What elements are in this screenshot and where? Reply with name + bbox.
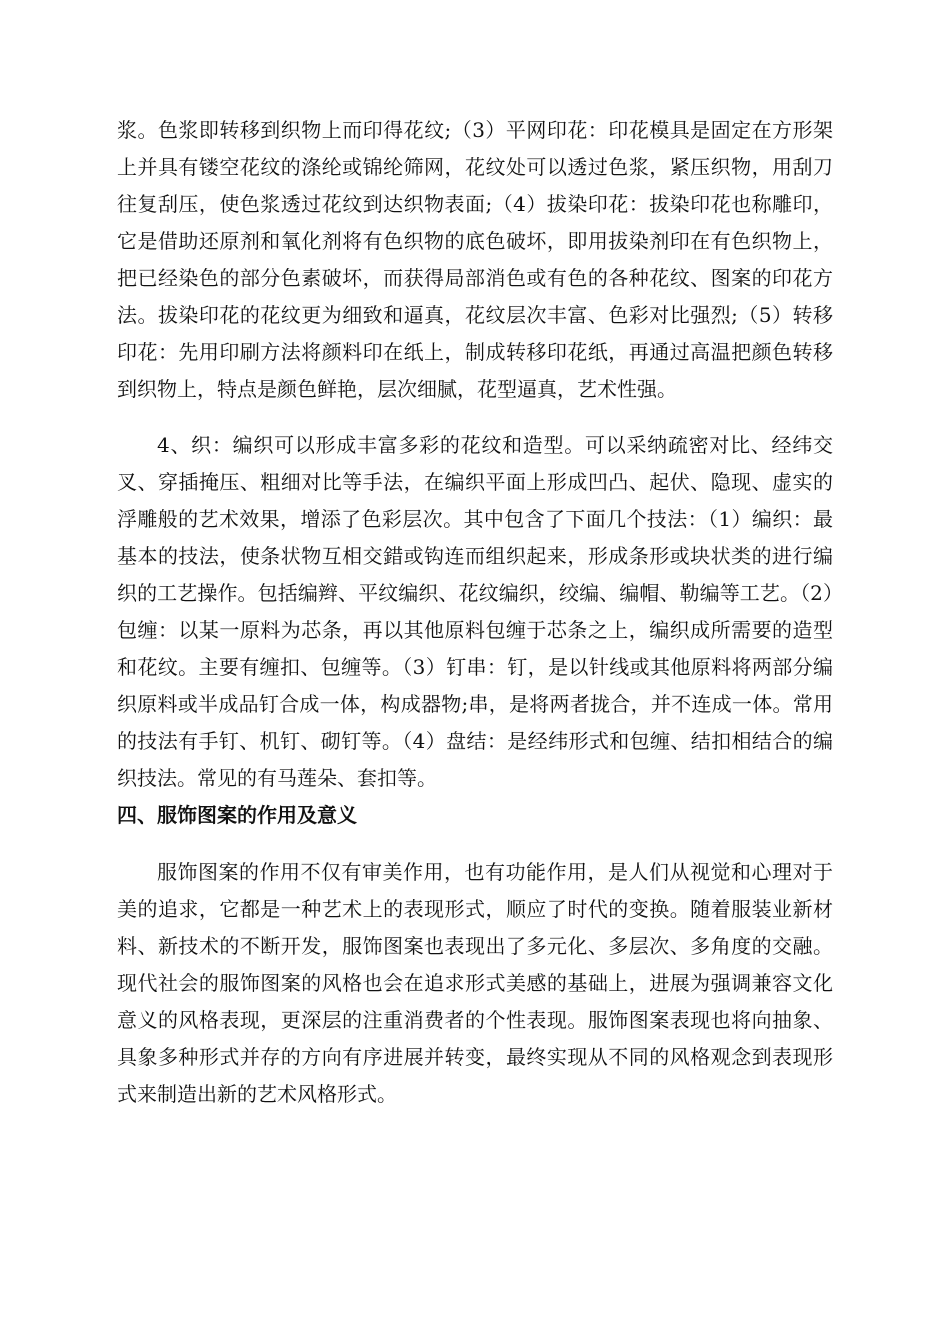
document-body xyxy=(117,112,833,1113)
paragraph-significance: 服饰图案的作用不仅有审美作用，也有功能作用，是人们从视觉和心理对于美的追求，它都是一种艺术上的表现形式，顺应了时代的变换。随着服装业新材料、新技术的不断开发，服饰图案也表现出了多元化、多层次、多角度的交融。现代社会的服饰图案的风格也会在追求形式美感的基础上，进展为强调兼容文化意义的风格表现，更深层的注重消费者的个性表现。服饰图案表现也将向抽象、具象多种形式并存的方向有序进展并转变，最终实现从不同的风格观念到表现形式来制造出新的艺术风格形式。 xyxy=(117,860,833,1106)
paragraph-printing-methods: 浆。色浆即转移到织物上而印得花纹;（3）平网印花：印花模具是固定在方形架上并具有镂空花纹的涤纶或锦纶筛网，花纹处可以透过色浆，紧压织物，用刮刀往复刮压，使色浆透过花纹到达织物表面;（4）拔染印花：拔染印花也称雕印，它是借助还原剂和氧化剂将有色织物的底色破坏，即用拔染剂印在有色织物上，把已经染色的部分色素破坏，而获得局部消色或有色的各种花纹、图案的印花方法。拔染印花的花纹更为细致和逼真，花纹层次丰富、色彩对比强烈;（5）转移印花：先用印刷方法将颜料印在纸上，制成转移印花纸，再通过高温把颜色转移到织物上，特点是颜色鲜艳，层次细腻，花型逼真，艺术性强。 xyxy=(117,118,833,401)
section-heading: 四、服饰图案的作用及意义 xyxy=(117,803,357,827)
paragraph-weaving: 4、织：编织可以形成丰富多彩的花纹和造型。可以采纳疏密对比、经纬交叉、穿插掩压、粗细对比等手法，在编织平面上形成凹凸、起伏、隐现、虚实的浮雕般的艺术效果，增添了色彩层次。其中包含了下面几个技法：（1）编织：最基本的技法，使条状物互相交錯或钩连而组织起来，形成条形或块状类的进行编织的工艺操作。包括编辫、平纹编织、花纹编织，绞编、编帽、勒编等工艺。（2）包缠：以某一原料为芯条，再以其他原料包缠于芯条之上，编织成所需要的造型和花纹。主要有缠扣、包缠等。（3）钉串：钉，是以针线或其他原料将两部分编织原料或半成品钉合成一体，构成器物;串，是将两者拢合，并不连成一体。常用的技法有手钉、机钉、砌钉等。（4）盘结：是经纬形式和包缠、结扣相结合的编织技法。常见的有马莲朵、套扣等。 xyxy=(117,433,833,790)
